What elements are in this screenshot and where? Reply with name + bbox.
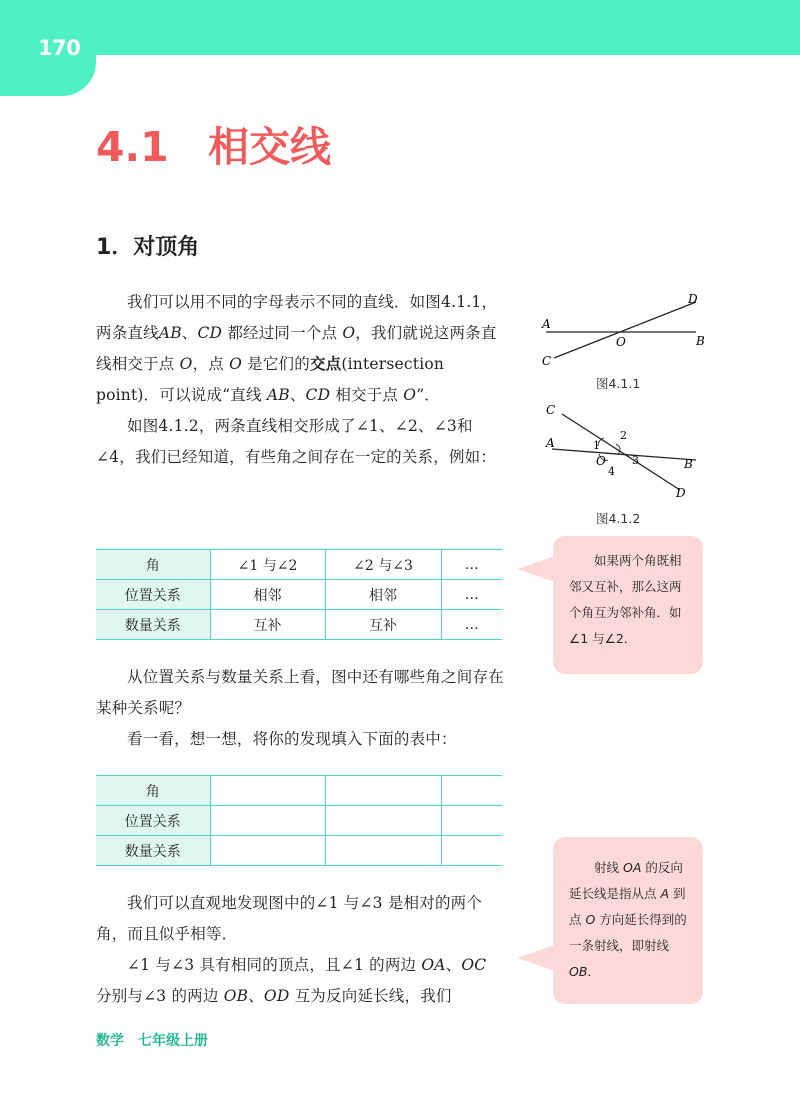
angle-label-4: 4: [608, 465, 615, 478]
question-text: [96, 662, 506, 755]
blank-cell[interactable]: [210, 806, 325, 836]
intro-paragraph-2: 如图4.1.2，两条直线相交形成了∠1、∠2、∠3和∠4，我们已经知道，有些角之间存在一定的关系，例如：: [96, 417, 497, 466]
angle-relation-table: [96, 549, 502, 640]
label-d: D: [676, 486, 686, 500]
label-b: B: [684, 457, 693, 471]
conclusion-text: [96, 888, 506, 1012]
table-row: 位置关系: [96, 806, 502, 836]
label-a: A: [546, 436, 555, 450]
blank-cell[interactable]: [325, 806, 441, 836]
conclusion-paragraph-2: ∠1 与∠3 具有相同的顶点，且∠1 的两边 OA、OC 分别与∠3 的两边 OB、OD 互为反向延长线，我们: [96, 956, 487, 1005]
table-row: 角 ∠1 与∠2 ∠2 与∠3 …: [96, 550, 502, 580]
note-text: 如果两个角既相邻又互补，那么这两个角互为邻补角．如∠1 与∠2．: [569, 553, 682, 646]
label-a: A: [542, 317, 551, 331]
blank-cell[interactable]: [210, 776, 325, 806]
book-footer: 数学 七年级上册: [96, 1033, 208, 1049]
blank-cell[interactable]: [441, 776, 502, 806]
blank-cell[interactable]: [441, 836, 502, 866]
question-paragraph-1: 从位置关系与数量关系上看，图中还有哪些角之间存在某种关系呢？: [96, 668, 504, 717]
table-row: 位置关系 相邻 相邻 …: [96, 580, 502, 610]
table-row: 数量关系: [96, 836, 502, 866]
note-adjacent-supplementary: [553, 536, 703, 674]
label-o: O: [616, 335, 626, 349]
label-c: C: [542, 354, 552, 368]
fill-in-table: [96, 775, 502, 866]
blank-cell[interactable]: [210, 836, 325, 866]
note-opposite-ray: [553, 837, 703, 1004]
header-band: [0, 0, 800, 55]
label-c: C: [546, 403, 556, 417]
term-intersection: 交点: [309, 355, 342, 373]
angle-label-3: 3: [632, 454, 639, 467]
intro-paragraph-1: 我们可以用不同的字母表示不同的直线．如图4.1.1，两条直线AB、CD 都经过同一个点 O，我们就说这两条直线相交于点 O，点 O 是它们的交点(intersection point)．可以说成“直线 AB、CD 相交于点 O”．: [96, 293, 498, 404]
figure-4-1-1: [536, 290, 716, 370]
question-paragraph-2: 看一看，想一想，将你的发现填入下面的表中：: [127, 730, 457, 748]
section-title: [96, 114, 331, 173]
note-tail: [517, 945, 555, 971]
figure-4-1-2-caption: 图4.1.2: [596, 511, 641, 526]
line-cd: [562, 414, 680, 490]
label-b: B: [696, 334, 705, 348]
table-row: 角: [96, 776, 502, 806]
note-tail: [517, 556, 555, 582]
section-number: 4.1: [96, 123, 169, 171]
blank-cell[interactable]: [325, 836, 441, 866]
figure-4-1-2: [536, 400, 716, 505]
blank-cell[interactable]: [325, 776, 441, 806]
blank-cell[interactable]: [441, 806, 502, 836]
note-text: 射线 OA 的反向延长线是指从点 A 到点 O 方向延长得到的一条射线，即射线 OB．: [569, 860, 687, 979]
page-number: 170: [38, 36, 81, 60]
conclusion-paragraph-1: 我们可以直观地发现图中的∠1 与∠3 是相对的两个角，而且似乎相等．: [96, 894, 483, 943]
table-row: 数量关系 互补 互补 …: [96, 610, 502, 640]
section-name: 相交线: [208, 123, 331, 171]
figure-4-1-1-caption: 图4.1.1: [596, 376, 641, 391]
label-o: O: [596, 454, 606, 468]
subsection-title: 1．对顶角: [96, 235, 200, 260]
label-d: D: [688, 292, 698, 306]
intro-text: [96, 287, 506, 473]
angle-label-2: 2: [620, 429, 627, 442]
angle-label-1: 1: [593, 439, 600, 452]
line-cd: [554, 302, 696, 358]
